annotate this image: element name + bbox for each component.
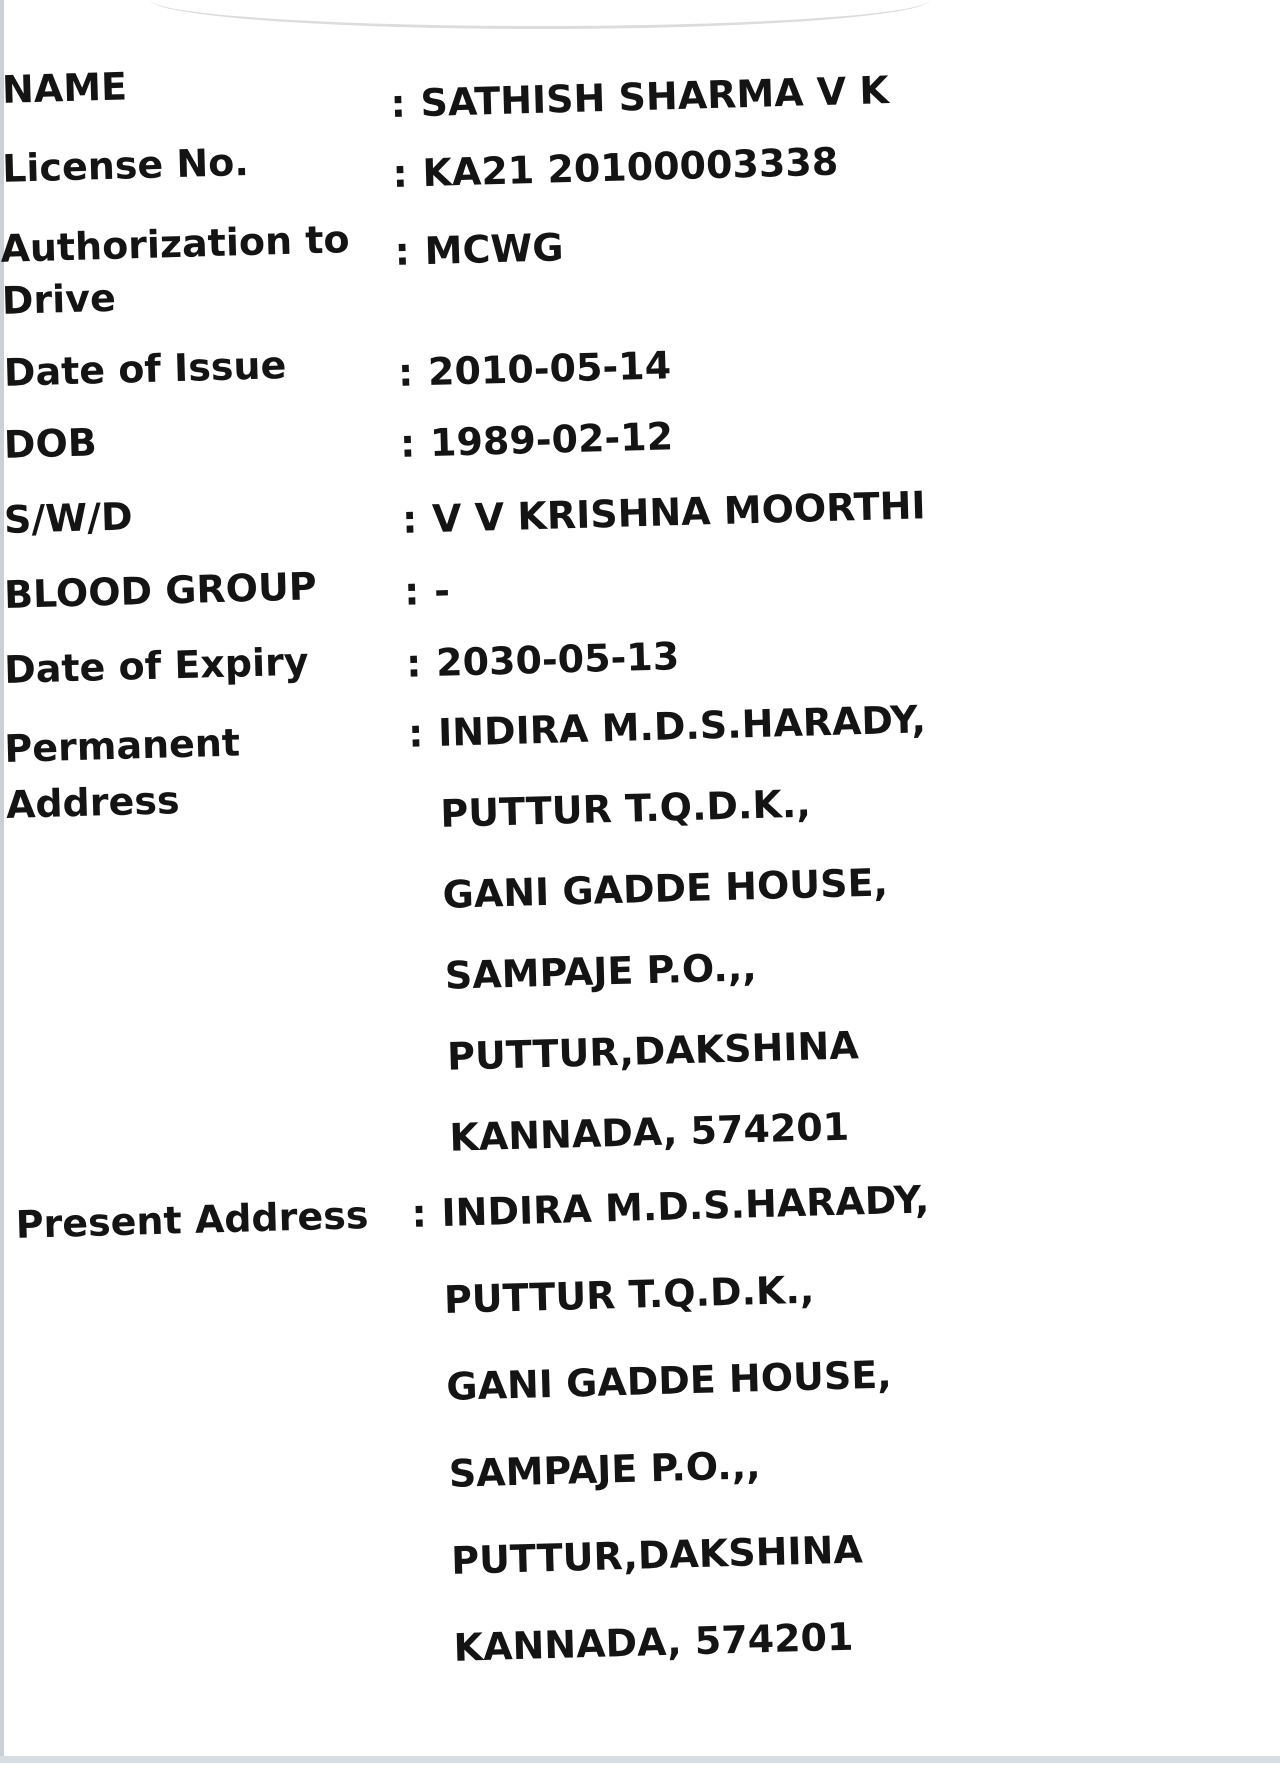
permanent-address-line: PUTTUR,DAKSHINA <box>446 1023 860 1079</box>
permanent-address-line: KANNADA, 574201 <box>448 1104 850 1160</box>
name-label: NAME <box>1 64 128 112</box>
expiry-date-label: Date of Expiry <box>3 639 310 692</box>
present-address-separator: : <box>410 1191 428 1236</box>
name-value: SATHISH SHARMA V K <box>419 68 890 126</box>
authorization-value: MCWG <box>424 225 565 274</box>
swd-value: V V KRISHNA MOORTHI <box>431 483 927 541</box>
swd-label: S/W/D <box>3 494 134 542</box>
expiry-date-value: 2030-05-13 <box>435 634 680 685</box>
authorization-separator: : <box>394 229 411 274</box>
blood-group-separator: : <box>403 569 420 614</box>
present-address-line: PUTTUR T.Q.D.K., <box>443 1267 815 1322</box>
dob-separator: : <box>399 421 416 466</box>
license-label: License No. <box>1 139 250 191</box>
permanent-address-line: GANI GADDE HOUSE, <box>442 860 889 917</box>
blood-group-value: - <box>433 568 451 613</box>
blood-group-label: BLOOD GROUP <box>3 564 318 617</box>
present-address-line: INDIRA M.D.S.HARADY, <box>440 1177 930 1235</box>
issue-date-value: 2010-05-14 <box>427 343 672 395</box>
authorization-label: Authorization to Drive <box>0 217 351 323</box>
license-separator: : <box>391 151 409 196</box>
present-address-line: SAMPAJE P.O.,, <box>448 1443 762 1496</box>
issue-date-separator: : <box>397 350 414 395</box>
swd-separator: : <box>401 497 418 542</box>
issue-date-label: Date of Issue <box>3 343 287 395</box>
expiry-date-separator: : <box>405 641 423 686</box>
present-address-line: PUTTUR,DAKSHINA <box>450 1527 864 1583</box>
present-address-line: KANNADA, 574201 <box>453 1614 854 1670</box>
permanent-address-line: INDIRA M.D.S.HARADY, <box>437 697 927 755</box>
permanent-address-line: SAMPAJE P.O.,, <box>444 945 758 998</box>
license-value: KA21 20100003338 <box>421 139 839 196</box>
name-separator: : <box>389 81 407 126</box>
dob-value: 1989-02-12 <box>429 414 674 466</box>
permanent-address-label: Permanent Address <box>3 720 241 827</box>
permanent-address-separator: : <box>407 711 424 756</box>
present-address-label: Present Address <box>15 1193 369 1247</box>
dob-label: DOB <box>3 420 98 467</box>
permanent-address-line: PUTTUR T.Q.D.K., <box>439 781 812 836</box>
present-address-line: GANI GADDE HOUSE, <box>445 1352 893 1409</box>
